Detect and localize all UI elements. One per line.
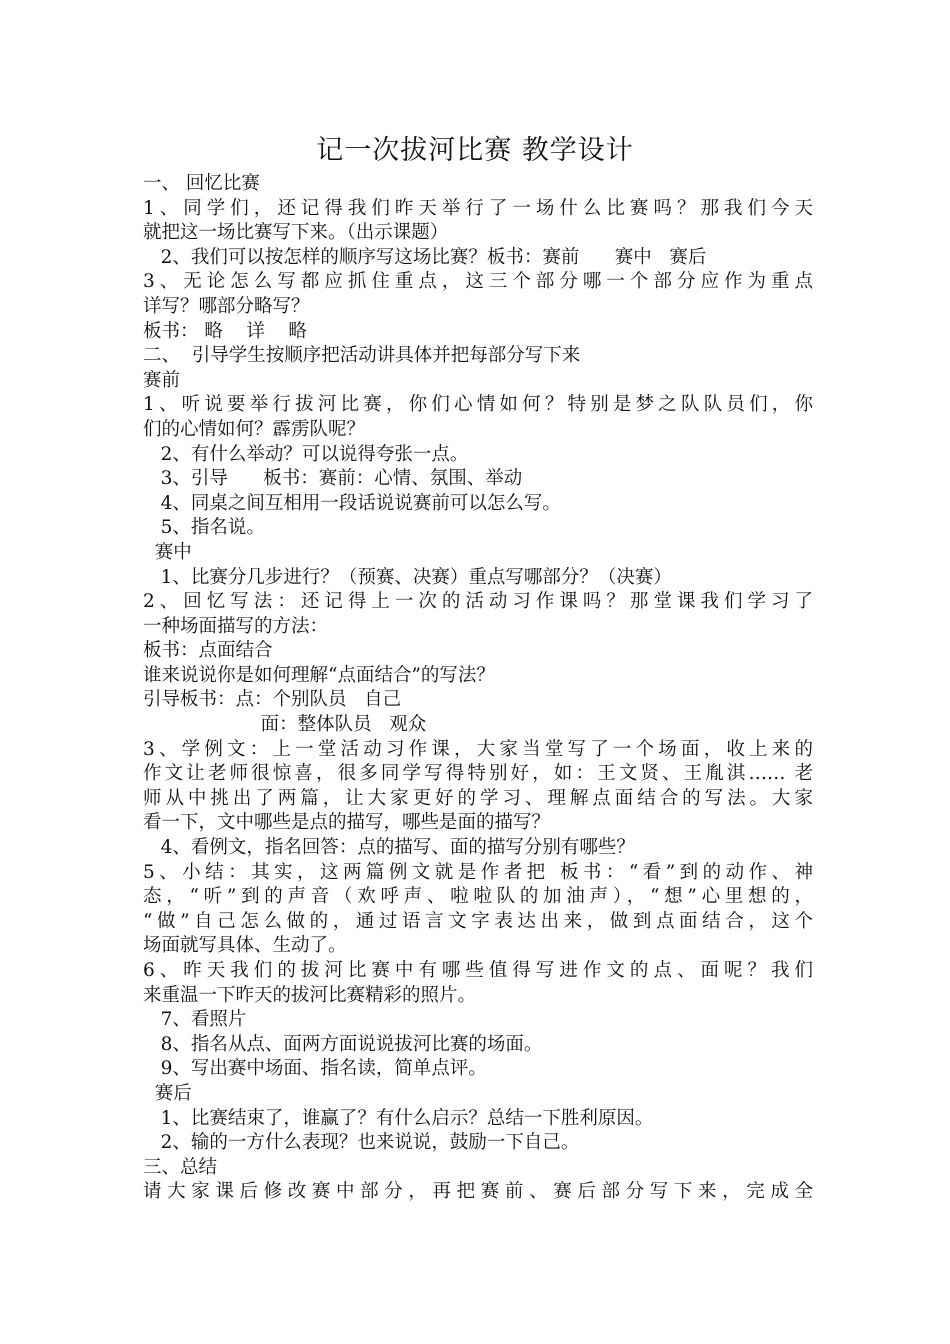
text-line: 3、无论怎么写都应抓住重点，这三个部分哪一个部分应作为重点 xyxy=(143,271,813,293)
text-line: 2、输的一方什么表现？也来说说，鼓励一下自己。 xyxy=(143,1132,580,1154)
text-line: 6、昨天我们的拔河比赛中有哪些值得写进作文的点、面呢？我们 xyxy=(143,960,813,981)
page-title: 记一次拔河比赛 教学设计 xyxy=(316,135,634,166)
text-line: 9、写出赛中场面、指名读，简单点评。 xyxy=(143,1058,487,1080)
text-line: 5、指名说。 xyxy=(143,517,265,539)
text-line: 师从中挑出了两篇，让大家更好的学习、理解点面结合的写法。大家 xyxy=(143,787,813,809)
text-line: 5、小结：其实，这两篇例文就是作者把 板书：“看”到的动作、神 xyxy=(143,861,813,883)
text-line: 作文让老师很惊喜，很多同学写得特别好，如：王文贤、王胤淇…… 老 xyxy=(143,763,813,785)
text-line: 板书：点面结合 xyxy=(143,640,273,662)
text-line: 2、回忆写法：还记得上一次的活动习作课吗？那堂课我们学习了 xyxy=(143,591,813,613)
text-line: 请大家课后修改赛中部分，再把赛前、赛后部分写下来，完成全 xyxy=(143,1181,813,1203)
text-line: 就把这一场比赛写下来。（出示课题） xyxy=(143,222,449,244)
text-line: 1、比赛分几步进行？（预赛、决赛）重点写哪部分？（决赛） xyxy=(143,566,672,588)
text-line: 2、有什么举动？可以说得夸张一点。 xyxy=(143,443,469,465)
text-line: 赛中 xyxy=(143,541,192,563)
text-line: 详写？哪部分略写？ xyxy=(143,295,310,317)
text-line: 1、比赛结束了，谁赢了？有什么启示？总结一下胜利原因。 xyxy=(143,1107,654,1129)
text-line: 来重温一下昨天的拔河比赛精彩的照片。 xyxy=(143,984,477,1006)
document-body xyxy=(143,172,813,1205)
text-line: 8、指名从点、面两方面说说拔河比赛的场面。 xyxy=(143,1033,543,1055)
text-line: 1、同学们，还记得我们昨天举行了一场什么比赛吗？那我们今天 xyxy=(143,197,813,219)
text-line: 一种场面描写的方法： xyxy=(143,615,329,637)
text-line: 4、看例文，指名回答：点的描写、面的描写分别有哪些？ xyxy=(143,837,635,859)
text-line: 一、 回忆比赛 xyxy=(143,173,260,194)
text-line: 态，“听”到的声音（欢呼声、啦啦队的加油声），“想”心里想的， xyxy=(143,886,813,908)
text-line: 二、 引导学生按顺序把活动讲具体并把每部分写下来 xyxy=(143,345,581,367)
text-line: 场面就写具体、生动了。 xyxy=(143,935,347,957)
text-line: 4、同桌之间互相用一段话说说赛前可以怎么写。 xyxy=(143,492,561,514)
text-line: “做”自己怎么做的，通过语言文字表达出来，做到点面结合，这个 xyxy=(143,910,813,932)
text-line: 们的心情如何？霹雳队呢？ xyxy=(143,418,366,440)
text-line: 赛后 xyxy=(143,1082,192,1104)
text-line: 7、看照片 xyxy=(143,1009,247,1031)
text-line: 三、总结 xyxy=(143,1156,218,1178)
text-line: 谁来说说你是如何理解“点面结合”的写法？ xyxy=(143,664,495,686)
text-line: 3、引导 板书：赛前：心情、氛围、举动 xyxy=(143,468,523,490)
text-line: 看一下，文中哪些是点的描写，哪些是面的描写？ xyxy=(143,812,551,834)
text-line: 3、学例文：上一堂活动习作课，大家当堂写了一个场面，收上来的 xyxy=(143,738,813,760)
text-line: 赛前 xyxy=(143,369,181,391)
text-line: 板书： 略 详 略 xyxy=(143,320,307,342)
text-line: 面：整体队员 观众 xyxy=(143,714,427,736)
text-line: 引导板书：点：个别队员 自己 xyxy=(143,689,402,711)
text-line: 1、听说要举行拔河比赛，你们心情如何？特别是梦之队队员们，你 xyxy=(143,394,813,416)
text-line: 2、我们可以按怎样的顺序写这场比赛？板书：赛前 赛中 赛后 xyxy=(143,246,707,268)
